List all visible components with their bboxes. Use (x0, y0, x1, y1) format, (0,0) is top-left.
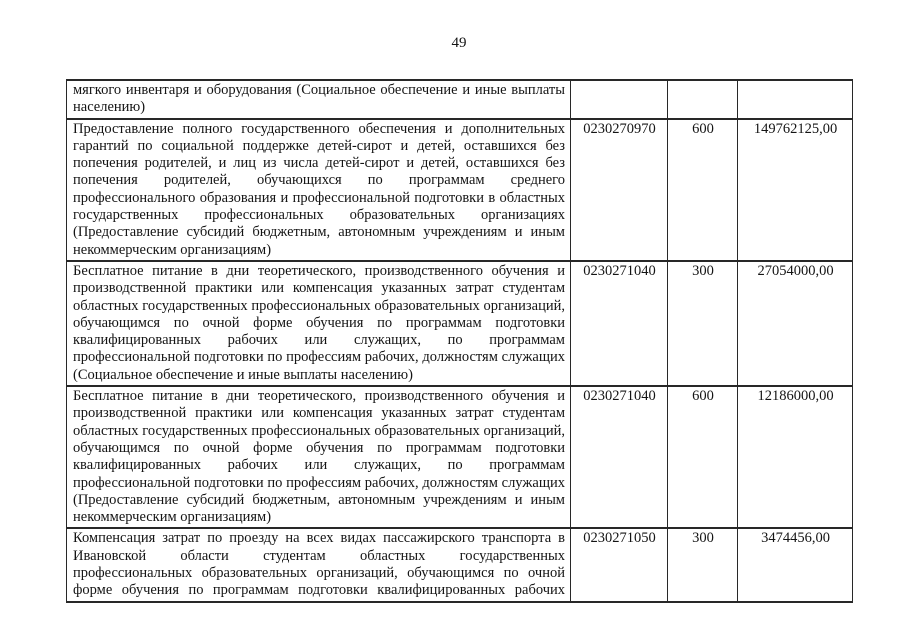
table-row (67, 386, 853, 528)
expense-type-cell (668, 80, 738, 119)
table-row (67, 261, 853, 386)
expense-name-cell: Компенсация затрат по проезду на всех видах пассажирского транспорта в Ивановской области студентам областных государственных профессиональных образовательных организаций, обучающимся по очной форме обучения по программам подготовки квалифицированных рабочих (67, 528, 571, 601)
target-code-cell: 0230271040 (571, 386, 668, 528)
page-number: 49 (451, 35, 467, 51)
target-code-cell (571, 80, 668, 119)
expense-name-cell: Предоставление полного государственного обеспечения и дополнительных гарантий по социальной поддержке детей-сирот и детей, оставшихся без попечения родителей, и лиц из числа детей-сирот и детей, оставшихся без попечения родителей, обучающихся по программам среднего профессионального образования и профессиональной подготовки в областных государственных профессиональных образовательных организациях (Предоставление субсидий бюджетным, автономным учреждениям и иным некоммерческим организациям) (67, 119, 571, 261)
amount-cell: 12186000,00 (738, 386, 853, 528)
expense-name-cell: Бесплатное питание в дни теоретического, производственного обучения и производственной практики или компенсация указанных затрат студентам областных государственных профессиональных образовательных организаций, обучающимся по очной форме обучения по программам подготовки квалифицированных рабочих или служащих, по программам профессиональной подготовки по профессиям рабочих, должностям служащих (Социальное обеспечение и иные выплаты населению) (67, 261, 571, 386)
amount-cell: 3474456,00 (738, 528, 853, 601)
budget-table (66, 79, 853, 603)
expense-type-cell: 600 (668, 386, 738, 528)
expense-name-cell: Бесплатное питание в дни теоретического, производственного обучения и производственной практики или компенсация указанных затрат студентам областных государственных профессиональных образовательных организаций, обучающимся по очной форме обучения по программам подготовки квалифицированных рабочих или служащих, по программам профессиональной подготовки по профессиям рабочих, должностям служащих (Предоставление субсидий бюджетным, автономным учреждениям и иным некоммерческим организациям) (67, 386, 571, 528)
expense-type-cell: 300 (668, 528, 738, 601)
target-code-cell: 0230271040 (571, 261, 668, 386)
expense-type-cell: 600 (668, 119, 738, 261)
target-code-cell: 0230270970 (571, 119, 668, 261)
amount-cell (738, 80, 853, 119)
amount-cell: 27054000,00 (738, 261, 853, 386)
expense-type-cell: 300 (668, 261, 738, 386)
expense-name-cell: мягкого инвентаря и оборудования (Социальное обеспечение и иные выплаты населению) (67, 80, 571, 119)
amount-cell: 149762125,00 (738, 119, 853, 261)
target-code-cell: 0230271050 (571, 528, 668, 601)
table-row (67, 528, 853, 601)
table-row (67, 119, 853, 261)
table-row (67, 80, 853, 119)
